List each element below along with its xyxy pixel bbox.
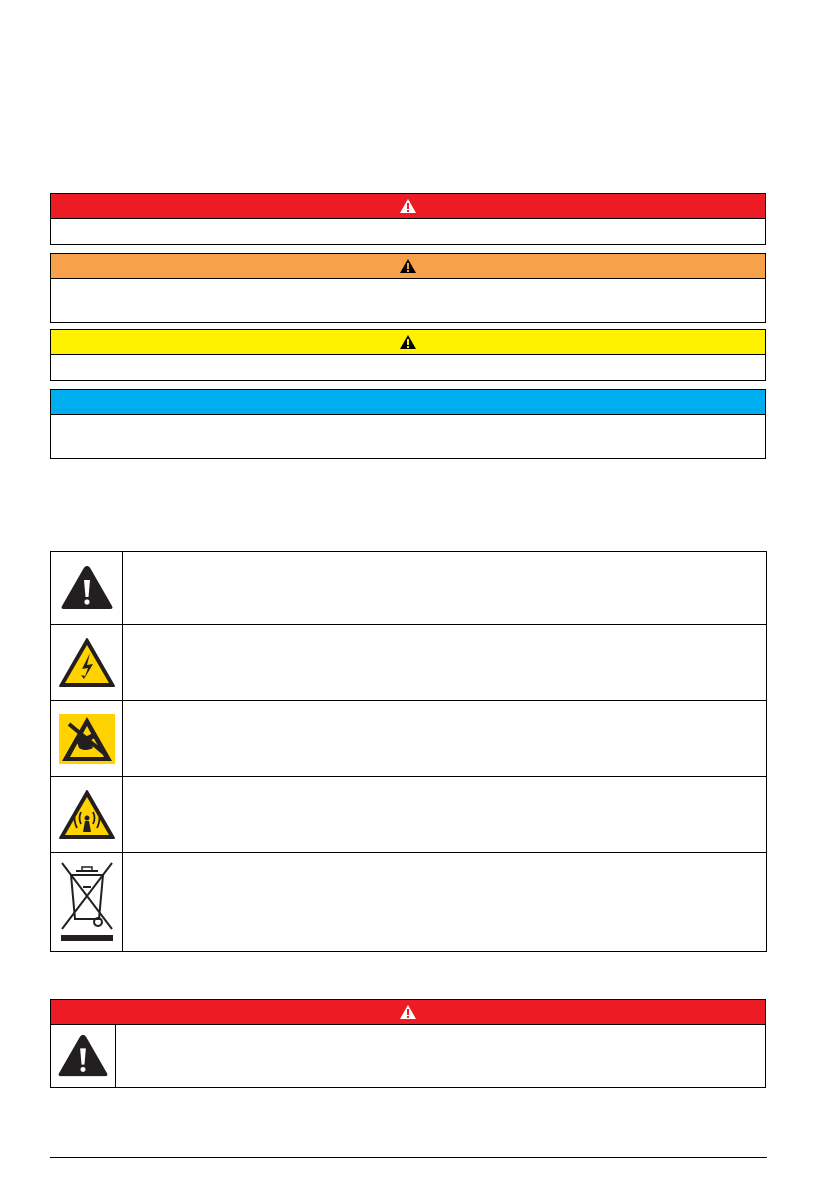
warning-triangle-icon — [399, 258, 417, 274]
symbol-icon-cell — [51, 1025, 116, 1087]
electric-shock-icon — [57, 636, 117, 690]
symbol-description — [123, 701, 767, 777]
symbol-row — [51, 701, 767, 777]
warning-notice — [50, 253, 766, 323]
caution-body — [51, 355, 765, 380]
symbol-row — [51, 853, 767, 952]
warning-triangle-icon — [399, 334, 417, 350]
symbol-description — [123, 552, 767, 625]
danger-body — [51, 1025, 765, 1087]
symbol-icon-cell — [51, 625, 123, 701]
danger-text — [116, 1025, 765, 1087]
weee-crossed-bin-icon — [58, 859, 116, 945]
general-hazard-icon — [59, 563, 115, 613]
symbol-row — [51, 625, 767, 701]
symbol-description — [123, 777, 767, 853]
symbol-icon-cell — [51, 552, 123, 625]
footer-rule — [50, 1157, 767, 1158]
electrostatic-discharge-icon — [57, 712, 117, 766]
symbol-icon-cell — [51, 701, 123, 777]
warning-triangle-icon — [399, 198, 417, 214]
symbol-icon-cell — [51, 853, 123, 952]
symbol-description — [123, 853, 767, 952]
caution-header — [51, 330, 765, 355]
warning-body — [51, 279, 765, 322]
danger-notice — [50, 193, 766, 245]
danger-header — [51, 194, 765, 219]
notice-notice — [50, 389, 766, 459]
caution-notice — [50, 329, 766, 381]
warning-triangle-icon — [399, 1004, 417, 1020]
symbol-row — [51, 552, 767, 625]
non-ionizing-radiation-icon — [57, 788, 117, 842]
bottom-danger-notice — [50, 999, 766, 1088]
symbol-row — [51, 777, 767, 853]
danger-header — [51, 1000, 765, 1025]
symbol-icon-cell — [51, 777, 123, 853]
notice-header — [51, 390, 765, 415]
warning-header — [51, 254, 765, 279]
danger-body — [51, 219, 765, 244]
notice-body — [51, 415, 765, 458]
symbol-description — [123, 625, 767, 701]
symbol-table — [50, 551, 767, 952]
general-hazard-icon — [56, 1032, 110, 1080]
